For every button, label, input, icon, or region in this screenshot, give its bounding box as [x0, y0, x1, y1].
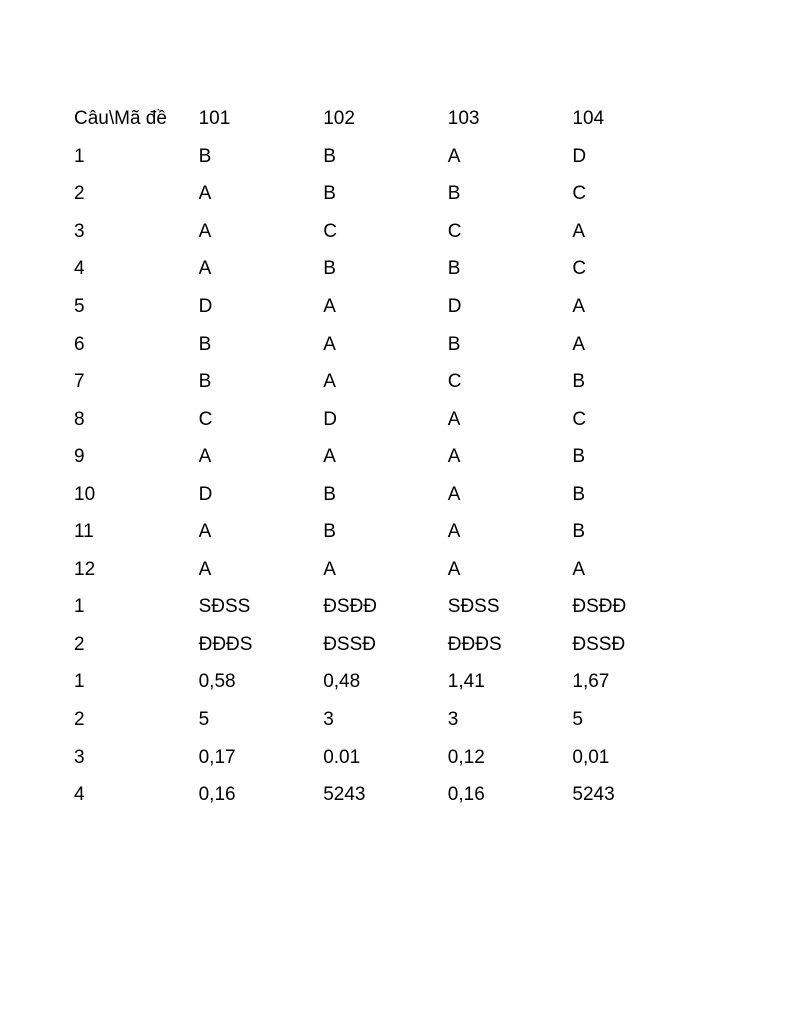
answer-104: A	[572, 558, 586, 580]
answer-102: A	[323, 558, 336, 580]
answer-102: C	[323, 220, 337, 242]
answer-102: ĐSĐĐ	[323, 596, 378, 618]
answer-104: ĐSĐĐ	[572, 596, 627, 618]
question-number: 3	[74, 220, 85, 242]
answer-102: D	[323, 408, 337, 430]
question-number: 1	[74, 671, 85, 693]
question-number: 7	[74, 371, 85, 393]
answer-101: A	[198, 558, 212, 580]
answer-104: C	[572, 183, 587, 205]
table-row	[74, 738, 714, 776]
answer-101: 0,16	[198, 784, 236, 806]
answer-102: A	[323, 371, 336, 393]
answer-104: A	[572, 333, 586, 355]
question-number: 2	[74, 709, 85, 731]
table-row	[74, 588, 714, 626]
answer-102: B	[323, 258, 336, 280]
table-row	[74, 626, 714, 664]
header-code-101: 101	[198, 108, 231, 130]
answer-103: 1,41	[447, 671, 485, 693]
answer-103: 0,12	[447, 746, 485, 768]
answer-101: 0,17	[198, 746, 236, 768]
answer-103: B	[447, 183, 461, 205]
answer-104: B	[572, 371, 586, 393]
question-number: 1	[74, 145, 85, 167]
answer-103: A	[447, 408, 461, 430]
answer-101: A	[198, 521, 212, 543]
answer-104: C	[572, 408, 587, 430]
table-row	[74, 513, 714, 551]
answer-104: 5243	[572, 784, 615, 806]
answer-102: 0,48	[323, 671, 361, 693]
question-number: 4	[74, 784, 85, 806]
answer-102: A	[323, 446, 336, 468]
answer-103: A	[447, 558, 461, 580]
question-number: 9	[74, 446, 85, 468]
answer-101: B	[198, 145, 212, 167]
answer-101: A	[198, 183, 212, 205]
question-number: 10	[74, 483, 96, 505]
answer-103: B	[447, 333, 461, 355]
answer-104: A	[572, 220, 586, 242]
question-number: 12	[74, 558, 96, 580]
answer-102: B	[323, 183, 336, 205]
header-code-102: 102	[323, 108, 355, 130]
answer-103: 0,16	[447, 784, 485, 806]
answer-103: B	[447, 258, 461, 280]
table-row	[74, 138, 714, 176]
answer-104: B	[572, 446, 586, 468]
table-row	[74, 288, 714, 326]
table-row	[74, 438, 714, 476]
table-row	[74, 776, 714, 814]
answer-101: 0,58	[198, 671, 236, 693]
question-number: 4	[74, 258, 85, 280]
question-number: 2	[74, 183, 85, 205]
answer-101: D	[198, 483, 213, 505]
answer-101: B	[198, 371, 212, 393]
question-number: 1	[74, 596, 85, 618]
header-code-103: 103	[447, 108, 480, 130]
table-row	[74, 175, 714, 213]
table-row	[74, 663, 714, 701]
answer-102: 3	[323, 709, 334, 731]
answer-104: 1,67	[572, 671, 610, 693]
answer-101: C	[198, 408, 213, 430]
answer-104: B	[572, 521, 586, 543]
answer-103: C	[447, 220, 462, 242]
answer-103: A	[447, 446, 461, 468]
answer-101: D	[198, 296, 213, 317]
header-code-104: 104	[572, 108, 605, 130]
table-row	[74, 325, 714, 363]
header-question-code: Câu\Mã đề	[74, 108, 167, 130]
answer-104: 5	[572, 709, 583, 731]
answer-102: B	[323, 483, 336, 505]
question-number: 2	[74, 633, 85, 655]
answer-104: D	[572, 145, 587, 167]
answer-103: A	[447, 483, 461, 505]
answer-104: 0,01	[572, 746, 610, 768]
header-row	[74, 100, 714, 138]
table-row	[74, 701, 714, 739]
answer-101: ĐĐĐS	[198, 633, 253, 655]
answer-103: A	[447, 145, 461, 167]
question-number: 6	[74, 333, 85, 355]
answer-102: B	[323, 145, 336, 167]
answer-101: A	[198, 258, 212, 280]
table-row	[74, 400, 714, 438]
answer-101: A	[198, 446, 212, 468]
question-number: 3	[74, 746, 85, 768]
table-row	[74, 250, 714, 288]
answer-104: C	[572, 258, 587, 280]
answer-102: A	[323, 296, 336, 317]
answer-103: A	[447, 521, 461, 543]
answer-102: A	[323, 333, 336, 355]
answer-102: 5243	[323, 784, 366, 806]
answer-103: C	[447, 371, 462, 393]
answer-104: B	[572, 483, 586, 505]
answer-104: A	[572, 296, 586, 317]
answer-101: A	[198, 220, 212, 242]
question-number: 11	[74, 521, 94, 543]
answer-101: 5	[198, 709, 210, 731]
answer-101: B	[198, 333, 212, 355]
answer-102: B	[323, 521, 336, 543]
answer-103: ĐĐĐS	[447, 633, 502, 655]
answer-102: 0.01	[323, 746, 361, 768]
answer-103: 3	[447, 709, 459, 731]
table-row	[74, 363, 714, 401]
answer-101: SĐSS	[198, 596, 251, 618]
answer-102: ĐSSĐ	[323, 633, 376, 655]
answer-103: D	[447, 296, 462, 317]
answer-103: SĐSS	[447, 596, 500, 618]
table-row	[74, 475, 714, 513]
table-row	[74, 213, 714, 251]
answer-key-table	[74, 100, 714, 813]
answer-104: ĐSSĐ	[572, 633, 626, 655]
table-row	[74, 551, 714, 589]
question-number: 5	[74, 296, 85, 317]
question-number: 8	[74, 408, 85, 430]
